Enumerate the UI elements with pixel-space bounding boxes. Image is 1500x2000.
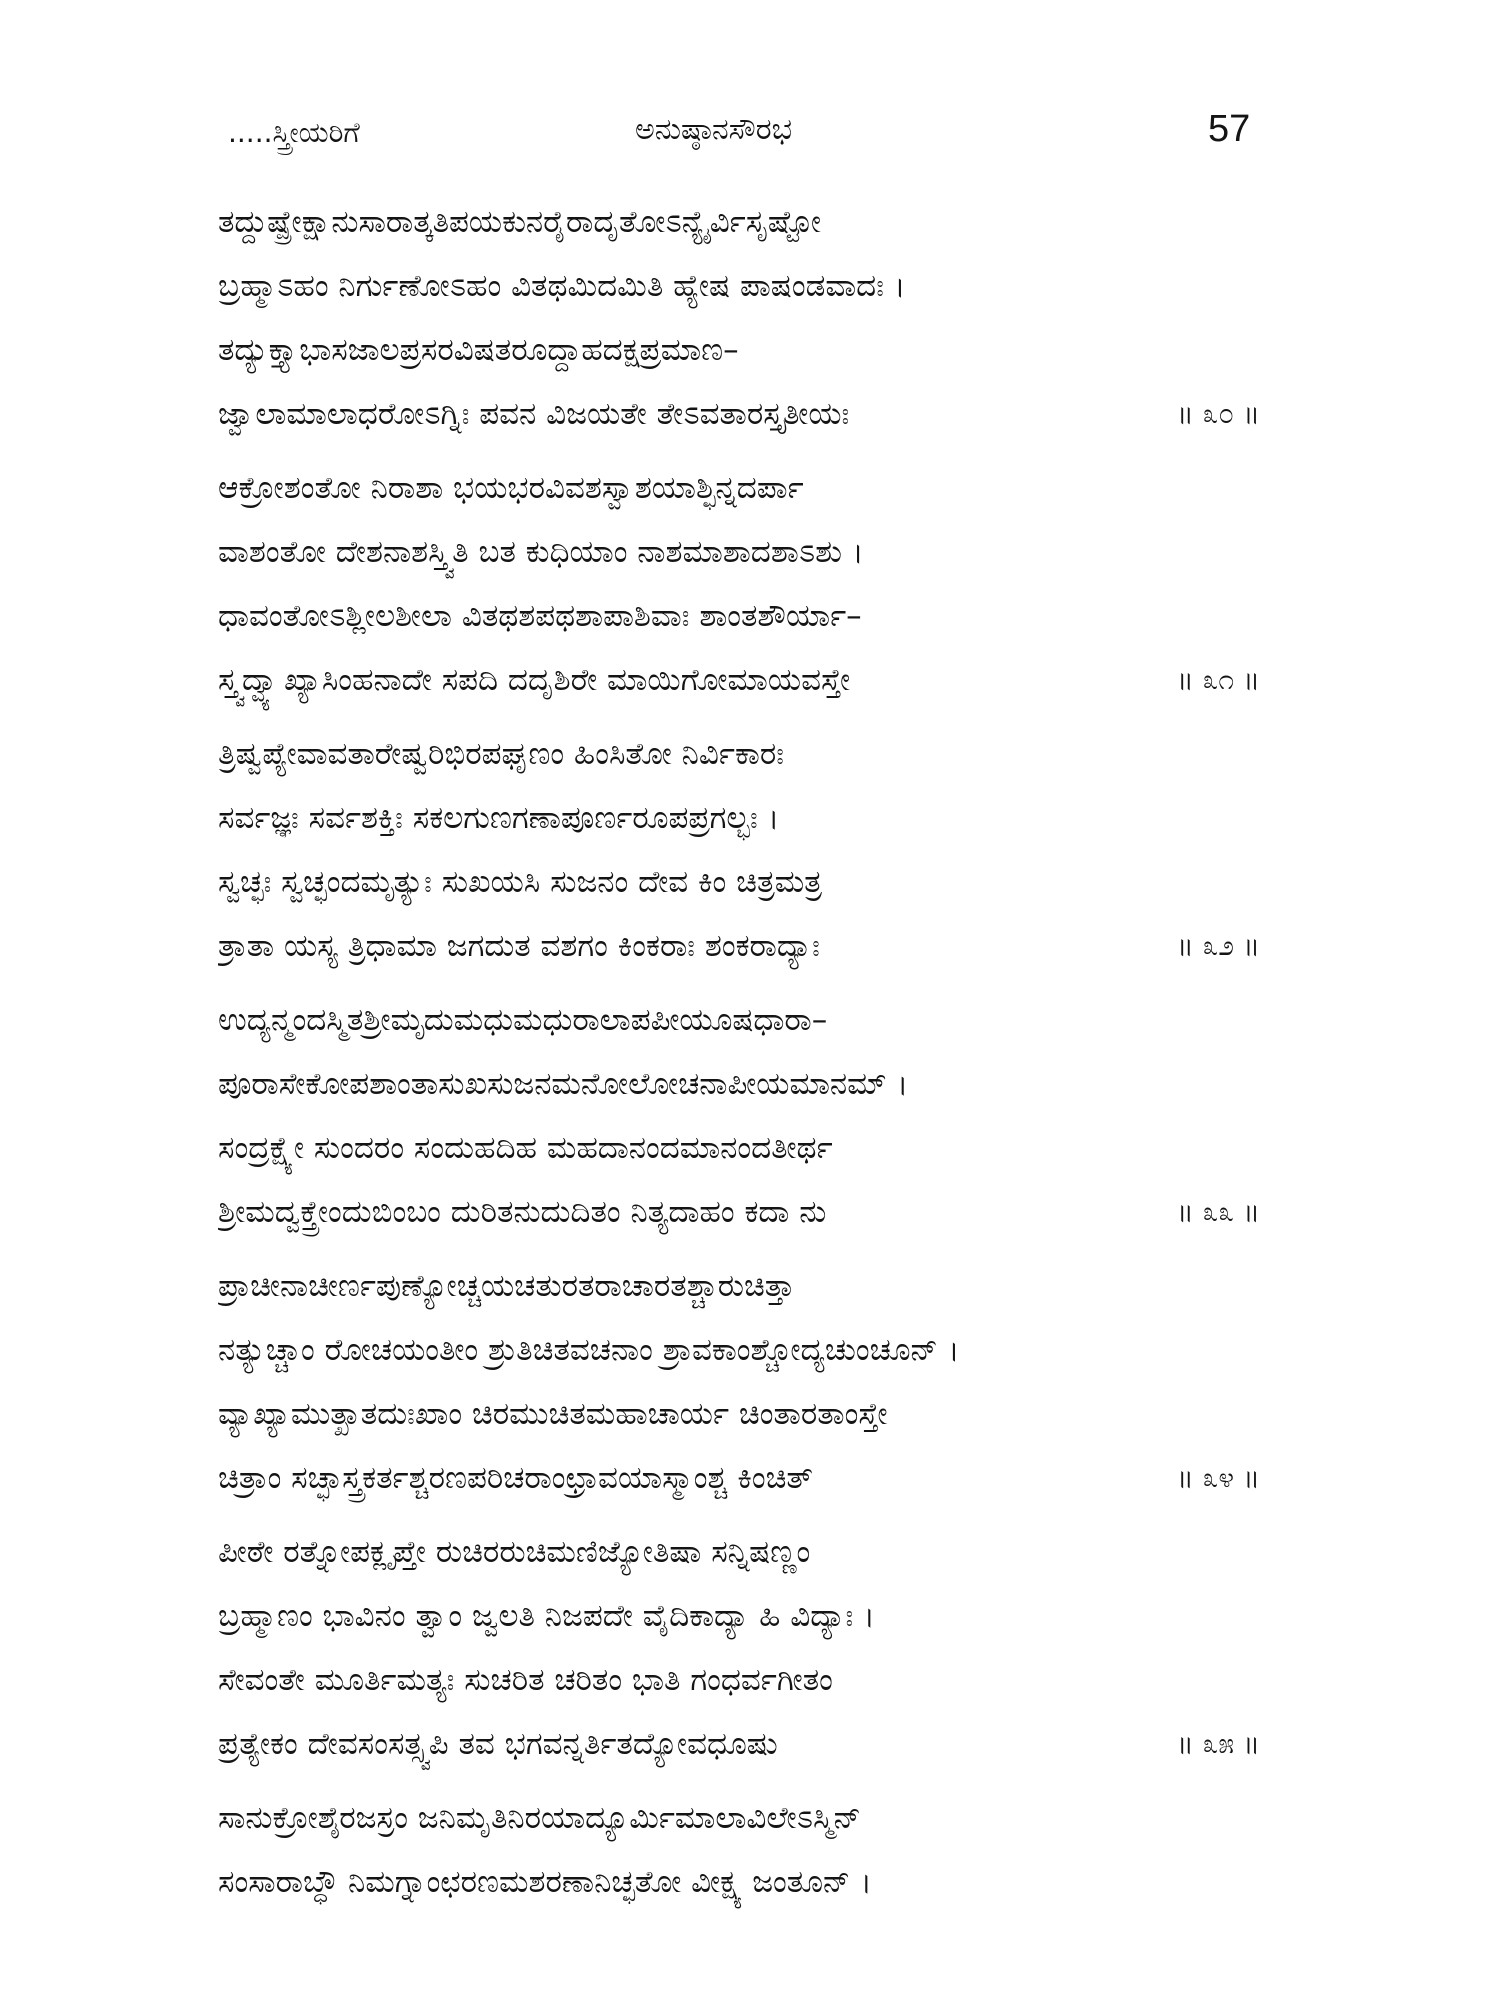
verse-number: ॥ ೩೨ ॥ — [1176, 929, 1260, 962]
verse-line — [218, 1446, 1278, 1510]
verse-line — [218, 1180, 1278, 1244]
verse-line — [218, 382, 1278, 446]
header-left-text: .....ಸ್ತ್ರೀಯರಿಗೆ — [228, 116, 360, 149]
verse-line-text: ಸ್ವಚ್ಛಃ ಸ್ವಚ್ಛಂದಮೃತ್ಯುಃ ಸುಖಯಸಿ ಸುಜನಂ ದೇವ ಕಿಂ ಚಿತ್ರಮತ್ರ — [218, 864, 822, 900]
verse-line-text: ತದ್ಯುಕ್ತ್ಯಾಭಾಸಜಾಲಪ್ರಸರವಿಷತರೂದ್ದಾಹದಕ್ಷಪ್ರಮಾಣ– — [218, 332, 739, 368]
verse-line — [218, 318, 1278, 382]
verse-line — [218, 722, 1278, 786]
verse-number: ॥ ೩೩ ॥ — [1176, 1195, 1260, 1228]
verse-line — [218, 1254, 1278, 1318]
verse-line-text: ಸಾನುಕ್ರೋಶೈರಜಸ್ರಂ ಜನಿಮೃತಿನಿರಯಾದ್ಯೂರ್ಮಿಮಾಲಾವಿಲೇಽಸ್ಮಿನ್ — [218, 1800, 861, 1836]
verse-line — [218, 988, 1278, 1052]
verse-line — [218, 1786, 1278, 1850]
verse-36-partial — [218, 1786, 1278, 1914]
verse-number: ॥ ೩೧ ॥ — [1176, 663, 1260, 696]
verse-line-text: ಸರ್ವಜ್ಞಃ ಸರ್ವಶಕ್ತಿಃ ಸಕಲಗುಣಗಣಾಪೂರ್ಣರೂಪಪ್ರಗಲ್ಭಃ । — [218, 800, 780, 836]
verse-line — [218, 456, 1278, 520]
verse-line-text: ಪೀಠೇ ರತ್ನೋಪಕ್ಲೃಪ್ತೇ ರುಚಿರರುಚಿಮಣಿಜ್ಯೋತಿಷಾ ಸನ್ನಿಷಣ್ಣಂ — [218, 1534, 811, 1570]
verse-line — [218, 1052, 1278, 1116]
verse-line-text: ಬ್ರಹ್ಮಾಣಂ ಭಾವಿನಂ ತ್ವಾಂ ಜ್ವಲತಿ ನಿಜಪದೇ ವೈದಿಕಾದ್ಯಾ ಹಿ ವಿದ್ಯಾಃ । — [218, 1598, 875, 1634]
verse-line-text: ಸಂದ್ರಕ್ಷ್ಯೇ ಸುಂದರಂ ಸಂದುಹದಿಹ ಮಹದಾನಂದಮಾನಂದತೀರ್ಥ — [218, 1130, 833, 1166]
verse-line-text: ತದ್ದುಷ್ಪ್ರೇಕ್ಷಾನುಸಾರಾತ್ಕತಿಪಯಕುನರೈರಾದೃತೋಽನ್ಯೈರ್ವಿಸೃಷ್ಟೋ — [218, 204, 822, 240]
verse-line — [218, 254, 1278, 318]
verse-line-text: ಪೂರಾಸೇಕೋಪಶಾಂತಾಸುಖಸುಜನಮನೋಲೋಚನಾಪೀಯಮಾನಮ್ । — [218, 1066, 909, 1102]
verse-line-text: ಸ್ತ್ವದ್ವ್ಯಾಖ್ಯಾಸಿಂಹನಾದೇ ಸಪದಿ ದದೃಶಿರೇ ಮಾಯಿಗೋಮಾಯವಸ್ತೇ — [218, 662, 851, 698]
verse-line — [218, 850, 1278, 914]
verse-line-text: ಪ್ರತ್ಯೇಕಂ ದೇವಸಂಸತ್ಸ್ವಪಿ ತವ ಭಗವನ್ನರ್ತಿತದ್ಯೋವಧೂಷು — [218, 1726, 778, 1762]
verse-line — [218, 1116, 1278, 1180]
verse-line-text: ವ್ಯಾಖ್ಯಾಮುತ್ಖಾತದುಃಖಾಂ ಚಿರಮುಚಿತಮಹಾಚಾರ್ಯ ಚಿಂತಾರತಾಂಸ್ತೇ — [218, 1396, 888, 1432]
verse-line — [218, 1318, 1278, 1382]
verse-line-text: ತ್ರಾತಾ ಯಸ್ಯ ತ್ರಿಧಾಮಾ ಜಗದುತ ವಶಗಂ ಕಿಂಕರಾಃ ಶಂಕರಾದ್ಯಾಃ — [218, 928, 820, 964]
verse-line — [218, 914, 1278, 978]
verse-line-text: ಚಿತ್ರಾಂ ಸಚ್ಛಾಸ್ತ್ರಕರ್ತಶ್ಚರಣಪರಿಚರಾಂಛ್ರಾವಯಾಸ್ಮಾಂಶ್ಚ ಕಿಂಚಿತ್ — [218, 1460, 813, 1496]
verse-line-text: ಆಕ್ರೋಶಂತೋ ನಿರಾಶಾ ಭಯಭರವಿವಶಸ್ವಾಶಯಾಶ್ಛಿನ್ನದರ್ಪಾ — [218, 470, 804, 506]
verse-number: ॥ ೩೪ ॥ — [1176, 1461, 1260, 1494]
verse-number: ॥ ೩೦ ॥ — [1176, 397, 1260, 430]
verse-33 — [218, 988, 1278, 1244]
verse-line — [218, 584, 1278, 648]
verse-35 — [218, 1520, 1278, 1776]
verse-line-text: ಶ್ರೀಮದ್ವಕ್ತ್ರೇಂದುಬಿಂಬಂ ದುರಿತನುದುದಿತಂ ನಿತ್ಯದಾಹಂ ಕದಾ ನು — [218, 1194, 827, 1230]
verse-line-text: ವಾಶಂತೋ ದೇಶನಾಶಸ್ತ್ವಿತಿ ಬತ ಕುಧಿಯಾಂ ನಾಶಮಾಶಾದಶಾಽಶು । — [218, 534, 864, 570]
verse-line — [218, 1850, 1278, 1914]
verse-line — [218, 1520, 1278, 1584]
header-book-title: ಅನುಷ್ಠಾನಸೌರಭ — [635, 112, 793, 147]
verse-body — [218, 190, 1278, 1924]
verse-line-text: ನತ್ಯುಚ್ಚಾಂ ರೋಚಯಂತೀಂ ಶ್ರುತಿಚಿತವಚನಾಂ ಶ್ರಾವಕಾಂಶ್ಚೋದ್ಯಚುಂಚೂನ್ । — [218, 1332, 960, 1368]
verse-line-text: ಉದ್ಯನ್ಮಂದಸ್ಮಿತಶ್ರೀಮೃದುಮಧುಮಧುರಾಲಾಪಪೀಯೂಷಧಾರಾ– — [218, 1002, 828, 1038]
verse-line-text: ಧಾವಂತೋಽಶ್ಲೀಲಶೀಲಾ ವಿತಥಶಪಥಶಾಪಾಶಿವಾಃ ಶಾಂತಶೌರ್ಯಾ– — [218, 598, 862, 634]
verse-line-text: ಪ್ರಾಚೀನಾಚೀರ್ಣಪುಣ್ಯೋಚ್ಚಯಚತುರತರಾಚಾರತಶ್ಚಾರುಚಿತ್ತಾ — [218, 1268, 795, 1304]
verse-line — [218, 648, 1278, 712]
verse-line-text: ಸಂಸಾರಾಬ್ಧೌ ನಿಮಗ್ನಾಂಛರಣಮಶರಣಾನಿಚ್ಛತೋ ವೀಕ್ಷ್ಯ ಜಂತೂನ್ । — [218, 1864, 872, 1900]
verse-34 — [218, 1254, 1278, 1510]
verse-31 — [218, 456, 1278, 712]
verse-line-text: ತ್ರಿಷ್ವಪ್ಯೇವಾವತಾರೇಷ್ವರಿಭಿರಪಘೃಣಂ ಹಿಂಸಿತೋ ನಿರ್ವಿಕಾರಃ — [218, 736, 784, 772]
verse-line-text: ಜ್ವಾಲಾಮಾಲಾಧರೋಽಗ್ನಿಃ ಪವನ ವಿಜಯತೇ ತೇಽವತಾರಸ್ತೃತೀಯಃ — [218, 396, 850, 432]
verse-line — [218, 786, 1278, 850]
verse-line — [218, 1584, 1278, 1648]
verse-line — [218, 190, 1278, 254]
page-number: 57 — [1208, 108, 1251, 150]
verse-line-text: ಬ್ರಹ್ಮಾಽಹಂ ನಿರ್ಗುಣೋಽಹಂ ವಿತಥಮಿದಮಿತಿ ಹ್ಯೇಷ ಪಾಷಂಡವಾದಃ । — [218, 268, 906, 304]
verse-line — [218, 520, 1278, 584]
verse-line — [218, 1648, 1278, 1712]
verse-line — [218, 1382, 1278, 1446]
verse-line — [218, 1712, 1278, 1776]
verse-32 — [218, 722, 1278, 978]
verse-30 — [218, 190, 1278, 446]
verse-number: ॥ ೩೫ ॥ — [1176, 1727, 1260, 1760]
verse-line-text: ಸೇವಂತೇ ಮೂರ್ತಿಮತ್ಯಃ ಸುಚರಿತ ಚರಿತಂ ಭಾತಿ ಗಂಧರ್ವಗೀತಂ — [218, 1662, 833, 1698]
running-header — [0, 108, 1500, 160]
